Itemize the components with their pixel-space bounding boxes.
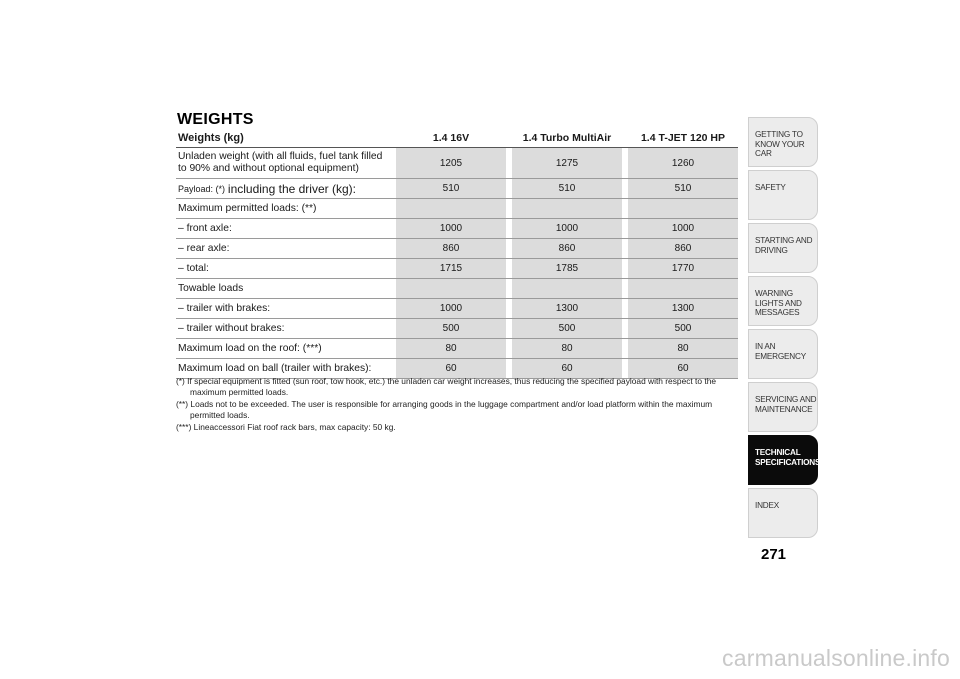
header-col-3: 1.4 T-JET 120 HP [628, 129, 738, 147]
tab-index[interactable]: INDEX [748, 488, 818, 538]
row-value: 510 [512, 179, 622, 198]
row-value: 1000 [396, 299, 506, 318]
row-value: 80 [396, 339, 506, 358]
watermark: carmanualsonline.info [722, 645, 950, 671]
tab-getting-to-know-your-car[interactable]: GETTING TO KNOW YOUR CAR [748, 117, 818, 167]
table-row [176, 199, 738, 219]
section-title: WEIGHTS [177, 111, 254, 128]
row-value: 1300 [512, 299, 622, 318]
row-label: Maximum permitted loads: (**) [178, 202, 317, 214]
row-label: Unladen weight (with all fluids, fuel tank filled to 90% and without optional equipment) [178, 151, 383, 174]
row-value: 60 [628, 359, 738, 378]
table-row [176, 219, 738, 239]
row-value: 1300 [628, 299, 738, 318]
row-value: 500 [512, 319, 622, 338]
row-value: 80 [628, 339, 738, 358]
row-value: 860 [396, 239, 506, 258]
row-value: 510 [628, 179, 738, 198]
row-label: Maximum load on the roof: (***) [178, 342, 322, 354]
tab-starting-and-driving[interactable]: STARTING AND DRIVING [748, 223, 818, 273]
table-row [176, 279, 738, 299]
row-value: 80 [512, 339, 622, 358]
page-number: 271 [761, 546, 787, 563]
footnote: (*) If special equipment is fitted (sun roof, tow hook, etc.) the unladen car weight increases, thus reducing the specified payload with respect to the maximum permitted loads. [176, 376, 717, 397]
footnotes [176, 376, 738, 435]
row-value: 860 [628, 239, 738, 258]
footnote: (***) Lineaccessori Fiat roof rack bars, max capacity: 50 kg. [176, 422, 396, 432]
footnote: (**) Loads not to be exceeded. The user is responsible for arranging goods in the luggage compartment and/or load platform within the maximum permitted loads. [176, 399, 713, 420]
row-label: – trailer with brakes: [178, 302, 271, 314]
row-value: 1770 [628, 259, 738, 278]
table-row [176, 148, 738, 179]
table-header-row [176, 129, 738, 148]
row-label: Towable loads [178, 282, 244, 294]
row-value: 500 [628, 319, 738, 338]
row-value: 1715 [396, 259, 506, 278]
row-value: 1260 [628, 148, 738, 178]
tab-in-an-emergency[interactable]: IN AN EMERGENCY [748, 329, 818, 379]
row-value: 1785 [512, 259, 622, 278]
table-row [176, 339, 738, 359]
tab-servicing-and-maintenance[interactable]: SERVICING AND MAINTENANCE [748, 382, 818, 432]
row-label [176, 179, 390, 198]
table-row [176, 259, 738, 279]
row-value [512, 199, 622, 218]
row-label: – rear axle: [178, 242, 230, 254]
weights-table [176, 129, 738, 379]
row-label: – front axle: [178, 222, 232, 234]
section-tabs [748, 117, 821, 541]
payload-label: Payload: (*) [178, 183, 226, 194]
row-value: 1275 [512, 148, 622, 178]
row-value [396, 279, 506, 298]
row-value: 1205 [396, 148, 506, 178]
row-value: 1000 [628, 219, 738, 238]
table-row [176, 299, 738, 319]
row-value: 860 [512, 239, 622, 258]
row-value [396, 199, 506, 218]
tab-warning-lights-and-messages[interactable]: WARNING LIGHTS AND MESSAGES [748, 276, 818, 326]
tab-technical-specifications[interactable]: TECHNICAL SPECIFICATIONS [748, 435, 818, 485]
header-col-1: 1.4 16V [396, 129, 506, 147]
table-row [176, 319, 738, 339]
row-value: 510 [396, 179, 506, 198]
row-label: Maximum load on ball (trailer with brakes): [178, 362, 372, 374]
row-value [628, 279, 738, 298]
row-value [628, 199, 738, 218]
row-label: – trailer without brakes: [178, 322, 285, 334]
row-value: 60 [512, 359, 622, 378]
payload-label-detail: including the driver (kg): [227, 181, 356, 196]
table-row [176, 179, 738, 199]
row-label: – total: [178, 262, 209, 274]
header-label: Weights (kg) [178, 132, 244, 144]
header-col-2: 1.4 Turbo MultiAir [512, 129, 622, 147]
row-value: 60 [396, 359, 506, 378]
table-row [176, 239, 738, 259]
row-value [512, 279, 622, 298]
row-value: 1000 [396, 219, 506, 238]
row-value: 1000 [512, 219, 622, 238]
tab-safety[interactable]: SAFETY [748, 170, 818, 220]
row-value: 500 [396, 319, 506, 338]
